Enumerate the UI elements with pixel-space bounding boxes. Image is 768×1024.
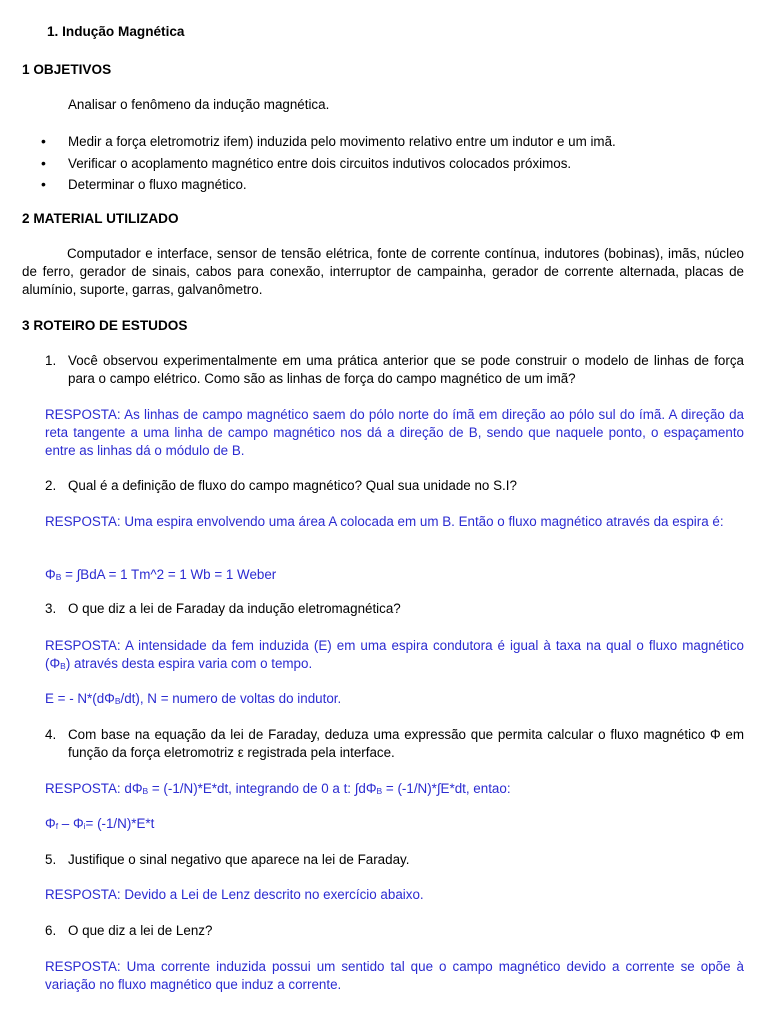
answer-2: RESPOSTA: Uma espira envolvendo uma área A colocada em um B. Então o fluxo magnético através da espira é: xyxy=(45,514,724,529)
question-2 xyxy=(45,477,744,495)
document-title: 1. Indução Magnética xyxy=(47,24,185,39)
question-number: 4. xyxy=(45,727,57,742)
question-number: 5. xyxy=(45,852,57,867)
question-text: Justifique o sinal negativo que aparece na lei de Faraday. xyxy=(68,852,410,867)
answer-5: RESPOSTA: Devido a Lei de Lenz descrito no exercício abaixo. xyxy=(45,887,424,902)
answer-4: RESPOSTA: $d\Phi_B = (-1/N)*E*dt$, integrando de 0 a t: $\int d\Phi_B = (-1/N)*\int E*dt$, entao: xyxy=(45,781,511,796)
question-text: O que diz a lei de Lenz? xyxy=(68,923,213,938)
question-number: 2. xyxy=(45,478,57,493)
question-text: Você observou experimentalmente em uma prática anterior que se pode construir o modelo de linhas de força para o campo elétrico. Como são as linhas de força do campo magnético de um imã? xyxy=(68,353,744,386)
question-number: 1. xyxy=(45,353,57,368)
list-item: • Medir a força eletromotriz ifem) induzida pelo movimento relativo entre um indutor e um imã. xyxy=(68,131,758,153)
section-heading-objetivos: 1 OBJETIVOS xyxy=(22,62,112,77)
question-text: O que diz a lei de Faraday da indução eletromagnética? xyxy=(68,601,401,616)
answer-6: RESPOSTA: Uma corrente induzida possui um sentido tal que o campo magnético devido a corrente se opõe à variação no fluxo magnético que induz a corrente. xyxy=(45,959,744,992)
question-text: Com base na equação da lei de Faraday, deduza uma expressão que permita calcular o fluxo magnético Φ em função da força eletromotriz ε registrada pela interface. xyxy=(68,727,744,760)
question-6 xyxy=(45,922,744,940)
question-number: 3. xyxy=(45,601,57,616)
question-4 xyxy=(45,726,744,762)
section-heading-material: 2 MATERIAL UTILIZADO xyxy=(22,211,179,226)
question-text: Qual é a definição de fluxo do campo magnético? Qual sua unidade no S.I? xyxy=(68,478,517,493)
objetivos-intro: Analisar o fenômeno da indução magnética. xyxy=(68,97,330,112)
formula-2: $\Phi_B = \int BdA = 1$ Tm^2 = 1 Wb = 1 Weber xyxy=(45,567,277,582)
answer-1: RESPOSTA: As linhas de campo magnético saem do pólo norte do ímã em direção ao pólo sul do ímã. A direção da reta tangente a uma linha de campo magnético nos dá a direção de B, sendo que naquele ponto, o espaçamento entre as linhas dá o módulo de B. xyxy=(45,407,744,458)
section-heading-roteiro: 3 ROTEIRO DE ESTUDOS xyxy=(22,318,188,333)
question-number: 6. xyxy=(45,923,57,938)
objetivos-bullet-list xyxy=(68,131,758,196)
material-paragraph: Computador e interface, sensor de tensão elétrica, fonte de corrente contínua, indutores (bobinas), imãs, núcleo de ferro, gerador de sinais, cabos para conexão, interruptor de campainha, gerador de corrente alternada, placas de alumínio, suporte, garras, galvanômetro. xyxy=(22,246,744,297)
formula-4: $\Phi_f - \Phi_i= (-1/N)*E*t$ xyxy=(45,816,155,831)
formula-3: E = - $N*(d\Phi_B/dt)$, N = numero de voltas do indutor. xyxy=(45,691,342,706)
question-1 xyxy=(45,352,744,388)
question-3 xyxy=(45,600,744,618)
question-5 xyxy=(45,851,744,869)
list-item: • Determinar o fluxo magnético. xyxy=(68,174,758,196)
answer-3: RESPOSTA: A intensidade da fem induzida (E) em uma espira condutora é igual à taxa na qual o fluxo magnético $(\Phi_B)$ através desta espira varia com o tempo. xyxy=(45,638,744,671)
list-item: • Verificar o acoplamento magnético entre dois circuitos indutivos colocados próximos. xyxy=(68,153,758,175)
